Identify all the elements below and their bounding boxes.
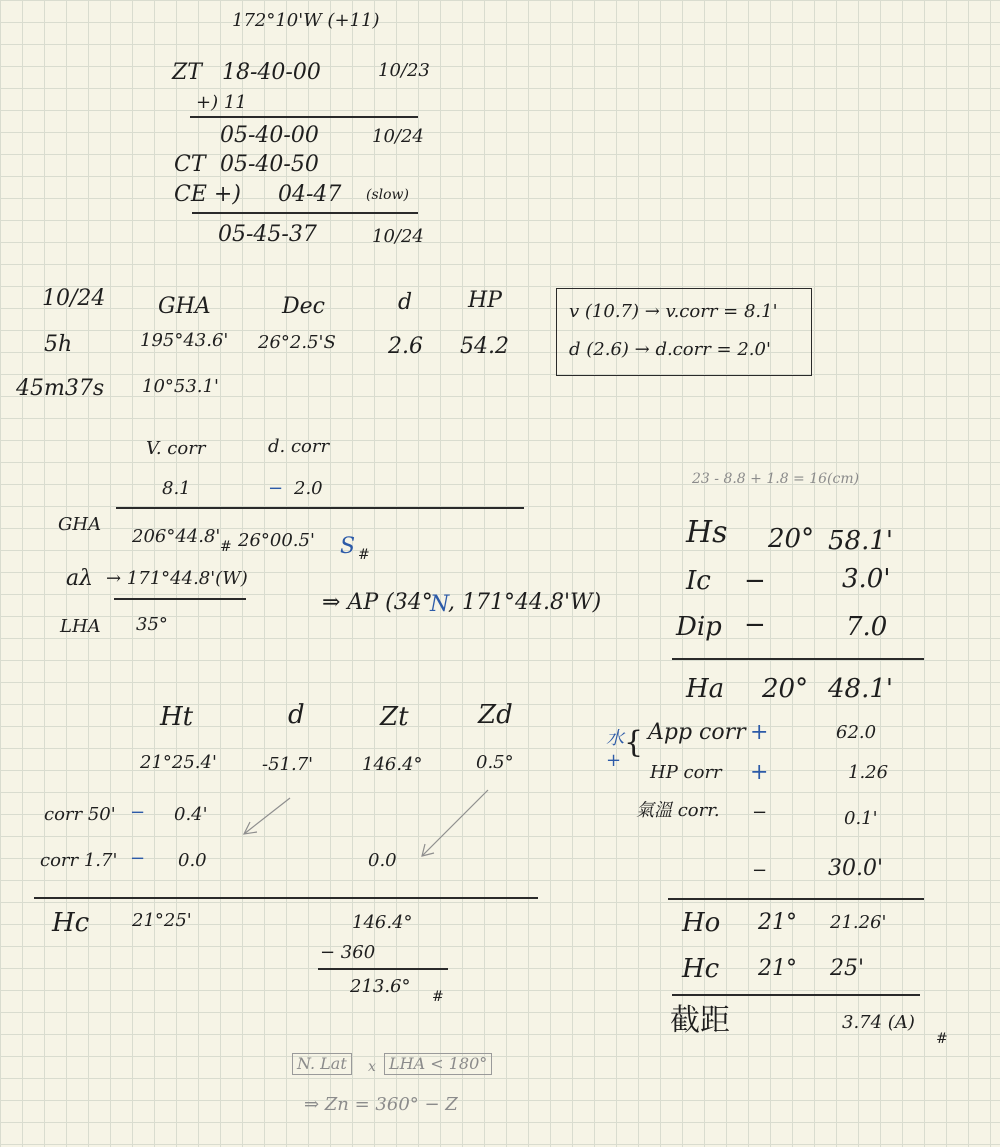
condition-lha: LHA < 180°: [384, 1053, 492, 1075]
dec-value: 26°00.5': [238, 530, 315, 551]
d-corr-sign: −: [268, 478, 284, 499]
gmt-final-value: 05-45-37: [218, 222, 317, 247]
condition-north-lat: N. Lat: [292, 1053, 352, 1075]
hour-hp: 54.2: [460, 334, 509, 359]
arrow-ht-corr: [244, 798, 290, 834]
corr17-value: 0.0: [178, 850, 207, 871]
almanac-date: 10/24: [42, 286, 106, 311]
ap-suffix: , 171°44.8'W): [448, 590, 602, 615]
hc-right-label: Hc: [682, 954, 720, 984]
minus-value: 30.0': [828, 856, 884, 881]
ho-value: 21.26': [830, 912, 887, 933]
gha-mark: #: [220, 539, 232, 555]
hc-value: 21°25': [132, 910, 192, 931]
d-corr-label: d. corr: [268, 436, 330, 457]
header-ht: Ht: [160, 702, 194, 732]
gha-value: 206°44.8': [132, 526, 221, 547]
dec-mark: #: [358, 547, 370, 563]
v-corr-value: 8.1: [162, 478, 191, 499]
hp-corr-label: HP corr: [650, 762, 722, 783]
hour-gha: 195°43.6': [140, 330, 229, 351]
temp-corr-sign: −: [752, 802, 768, 823]
ap-prefix: ⇒ AP (34°: [322, 590, 433, 615]
alambda-value: → 171°44.8'(W): [106, 568, 248, 589]
hour-label: 5h: [44, 332, 73, 357]
gmt-final-date: 10/24: [372, 226, 424, 247]
ct-label: CT: [174, 152, 206, 177]
hour-dec: 26°2.5'S: [258, 332, 336, 353]
ce-note: (slow): [366, 187, 409, 203]
corr17-label: corr 1.7': [40, 850, 118, 871]
hour-d: 2.6: [388, 334, 423, 359]
app-corr-value: 62.0: [836, 722, 877, 743]
intercept-label: 截距: [670, 1003, 730, 1038]
azimuth-zn: 213.6°: [350, 976, 411, 997]
corr50-label: corr 50': [44, 804, 116, 825]
azimuth-z: 146.4°: [352, 912, 413, 933]
corr50-value: 0.4': [174, 804, 208, 825]
ho-label: Ho: [682, 908, 721, 938]
minsec-gha: 10°53.1': [142, 376, 219, 397]
brace-symbol: {: [624, 725, 644, 760]
azimuth-mark: #: [432, 989, 444, 1005]
header-dec: Dec: [282, 294, 325, 319]
cm-note: 23 - 8.8 + 1.8 = 16(cm): [692, 471, 860, 487]
zn-formula: ⇒ Zn = 360° − Z: [304, 1094, 458, 1115]
header-zt: Zt: [380, 702, 409, 732]
arrow-zt-corr: [422, 790, 488, 856]
header-zd: Zd: [478, 700, 513, 730]
corr17-sign: −: [130, 848, 146, 869]
zt-value: 18-40-00: [222, 60, 321, 85]
hs-value: 58.1': [828, 526, 894, 556]
minus-sign: −: [752, 860, 768, 881]
app-corr-sign: +: [750, 720, 769, 745]
temp-corr-value: 0.1': [844, 808, 878, 829]
gha-label: GHA: [58, 514, 102, 535]
hs-label: Hs: [686, 515, 728, 550]
ho-deg: 21°: [758, 910, 797, 935]
ic-label: Ic: [686, 566, 711, 596]
dip-label: Dip: [676, 612, 722, 642]
ic-value: 3.0': [842, 564, 891, 594]
zt-value2: 146.4°: [362, 754, 423, 775]
hc-right-value: 25': [830, 956, 865, 981]
gmt-value: 05-40-00: [220, 123, 319, 148]
hp-corr-value: 1.26: [848, 762, 889, 783]
ht-value: 21°25.4': [140, 752, 217, 773]
header-d2: d: [288, 700, 305, 730]
ha-label: Ha: [686, 674, 725, 704]
zone-description: +) 11: [196, 92, 247, 113]
minsec-label: 45m37s: [16, 376, 105, 401]
dec-ns: S: [340, 534, 356, 559]
v-correction-line: v (10.7) → v.corr = 8.1': [569, 301, 778, 322]
zt-date: 10/23: [378, 60, 430, 81]
alambda-label: aλ: [66, 566, 94, 591]
azimuth-rule: [318, 968, 448, 970]
hs-deg: 20°: [768, 524, 815, 554]
hp-corr-sign: +: [750, 760, 769, 785]
header-hp: HP: [468, 288, 502, 313]
moon-note: 水 +: [606, 728, 624, 771]
d-correction-line: d (2.6) → d.corr = 2.0': [569, 339, 771, 360]
ic-sign: −: [744, 566, 766, 596]
app-corr-label: App corr: [648, 720, 746, 745]
ce-label: CE +): [174, 182, 241, 207]
corr50-sign: −: [130, 802, 146, 823]
temp-corr-label: 氣溫 corr.: [636, 800, 720, 821]
azimuth-minus: − 360: [320, 942, 376, 963]
ce-value: 04-47: [278, 182, 342, 207]
intercept-value: 3.74 (A): [842, 1012, 915, 1033]
d2-value: -51.7': [262, 754, 314, 775]
zt-label: ZT: [172, 60, 202, 85]
lha-label: LHA: [60, 616, 101, 637]
ap-north: N: [430, 592, 450, 617]
header-gha: GHA: [158, 294, 211, 319]
lha-value: 35°: [136, 614, 168, 635]
ha-deg: 20°: [762, 674, 809, 704]
longitude-header: 172°10'W (+11): [232, 10, 380, 31]
gmt-date: 10/24: [372, 126, 424, 147]
zd-value: 0.5°: [476, 752, 514, 773]
d-corr-value: 2.0: [294, 478, 323, 499]
header-d: d: [398, 290, 413, 315]
intercept-mark: #: [936, 1031, 948, 1047]
v-corr-label: V. corr: [146, 438, 206, 459]
ct-value: 05-40-50: [220, 152, 319, 177]
dip-sign: −: [744, 610, 766, 640]
z-corr-value: 0.0: [368, 850, 397, 871]
dip-value: 7.0: [846, 612, 888, 642]
hc-label: Hc: [52, 908, 90, 938]
ha-value: 48.1': [828, 674, 894, 704]
hc-right-deg: 21°: [758, 956, 797, 981]
condition-and: x: [368, 1059, 376, 1075]
